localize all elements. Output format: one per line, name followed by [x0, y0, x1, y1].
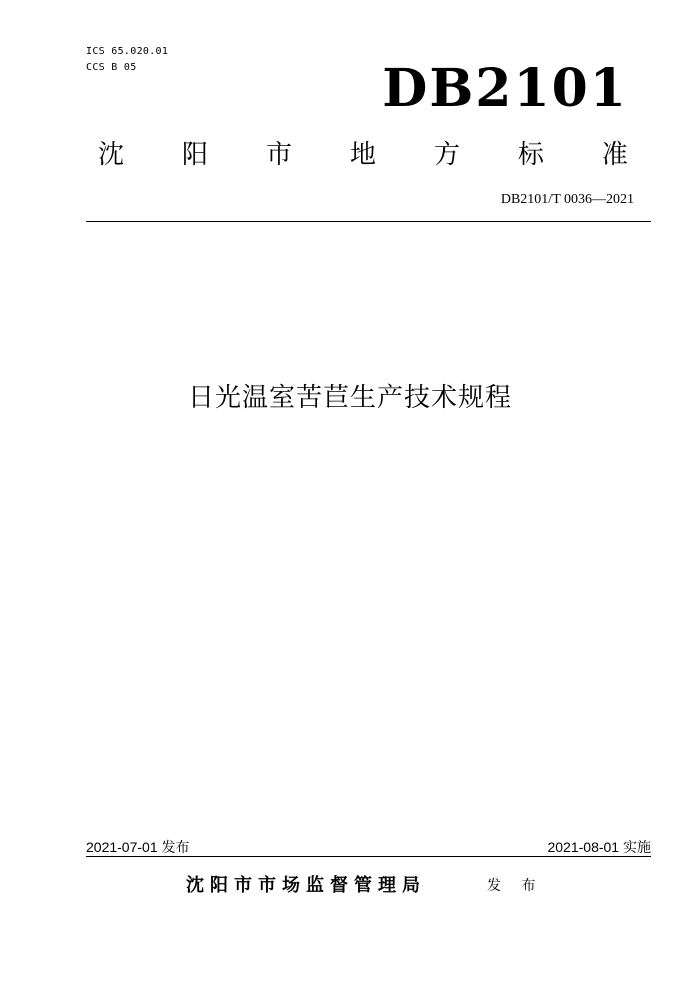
ccs-code: CCS B 05 [86, 62, 137, 73]
footer-divider [86, 856, 651, 857]
standard-type-char: 地 [349, 140, 376, 170]
issue-date: 2021-07-01 发布 [86, 839, 190, 855]
standard-mark: DB2101 [382, 58, 628, 119]
issue-word: 发 布 [487, 878, 544, 894]
document-title: 日光温室苦苣生产技术规程 [187, 383, 512, 413]
standard-type-char: 沈 [98, 140, 125, 170]
header-divider [86, 221, 651, 222]
standard-type-char: 阳 [181, 140, 208, 170]
classification-codes [86, 44, 168, 76]
issuing-authority: 沈阳市市场监督管理局 [186, 875, 426, 896]
standard-type-char: 方 [433, 140, 460, 170]
standard-type-char: 市 [265, 140, 292, 170]
ics-code: ICS 65.020.01 [86, 46, 169, 57]
standard-type [98, 138, 628, 172]
standard-type-char: 标 [517, 140, 544, 170]
implementation-date: 2021-08-01 实施 [547, 839, 651, 855]
standard-code: DB2101/T 0036—2021 [500, 192, 634, 207]
standard-type-char: 准 [601, 140, 628, 170]
